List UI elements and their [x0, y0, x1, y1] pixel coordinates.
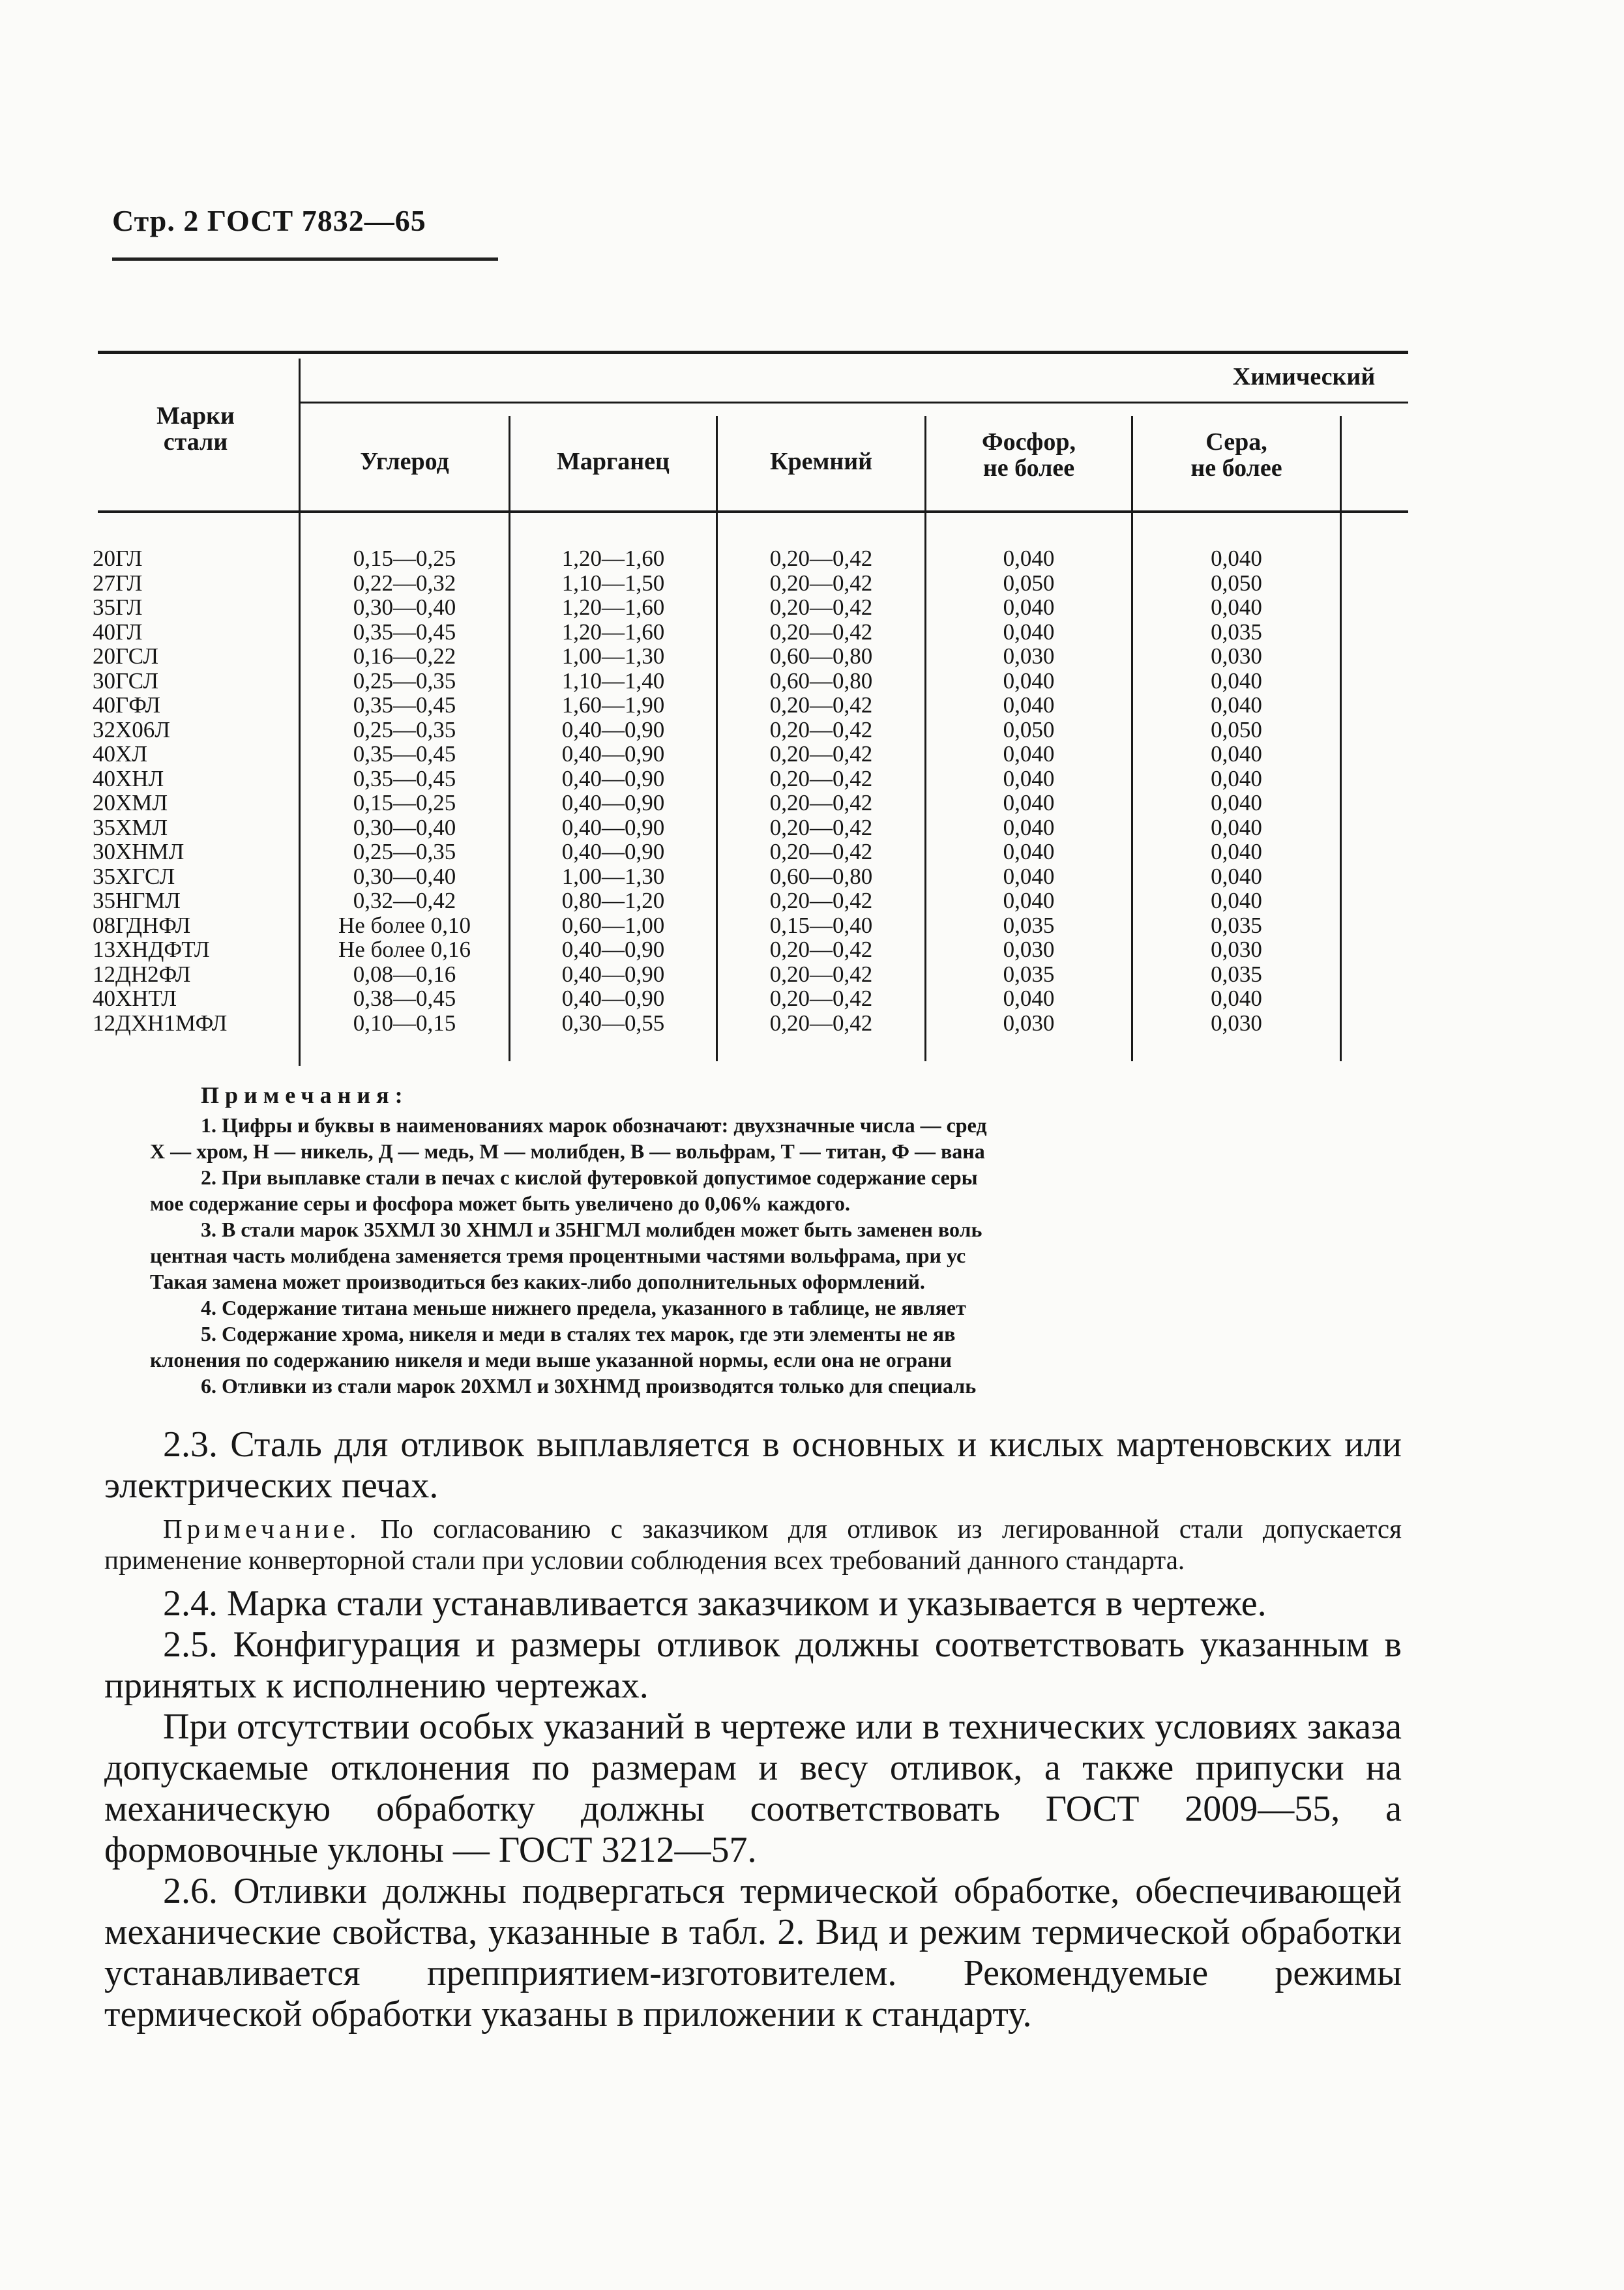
table-cell: 0,40—0,90 [561, 765, 665, 791]
table-cell: 40ХНТЛ [93, 986, 177, 1011]
table-cell: 30ГСЛ [93, 668, 158, 694]
note-line: Х — хром, Н — никель, Д — медь, М — молибден, В — вольфрам, Т — титан, Ф — вана [150, 1139, 985, 1163]
header-silicon: Кремний [769, 448, 873, 475]
table-cell: 0,040 [1003, 619, 1055, 645]
table-cell: 08ГДНФЛ [93, 912, 191, 938]
table-cell: 0,040 [1211, 888, 1262, 913]
page-header: Стр. 2 ГОСТ 7832—65 [112, 204, 426, 237]
table-cell: 0,035 [1211, 619, 1262, 645]
table-cell: 40ГФЛ [93, 692, 160, 718]
note-line: клонения по содержанию никеля и меди выше указанной нормы, если она не ограни [150, 1348, 952, 1372]
clause-2-4: 2.4. Марка стали устанавливается заказчиком и указывается в чертеже. [163, 1583, 1267, 1624]
table-cell: 0,040 [1211, 741, 1262, 767]
table-cell: 0,050 [1003, 716, 1055, 742]
table-cell: 0,20—0,42 [769, 1010, 873, 1036]
table-cell: 0,30—0,40 [353, 814, 456, 840]
note-line: 1. Цифры и буквы в наименованиях марок обозначают: двухзначные числа — сред [201, 1113, 987, 1137]
table-cell: 0,040 [1211, 692, 1262, 718]
table-cell: 0,040 [1003, 790, 1055, 815]
table-cell: 0,40—0,90 [561, 790, 665, 815]
note-line: 3. В стали марок 35ХМЛ 30 ХНМЛ и 35НГМЛ молибден может быть заменен воль [201, 1218, 982, 1241]
table-cell: 0,15—0,40 [769, 912, 873, 938]
table-cell: 0,20—0,42 [769, 986, 873, 1011]
table-cell: 0,040 [1003, 668, 1055, 694]
table-cell: 0,16—0,22 [353, 643, 456, 669]
table-cell: 0,40—0,90 [561, 741, 665, 767]
table-cell: 0,40—0,90 [561, 839, 665, 864]
table-cell: Не более 0,16 [338, 937, 471, 962]
table-cell: 20ГЛ [93, 546, 143, 571]
table-cell: 0,040 [1211, 765, 1262, 791]
header-manganese: Марганец [557, 448, 670, 475]
clause-2-6: 2.6. Отливки должны подвергаться термической обработке, обеспечивающей механические свойства, указанные в табл. 2. Вид и режим термической обработки устанавливается препприятием-изготовителем. Рекомендуемые режимы термической обработки указаны в приложении к стандарту. [104, 1871, 1402, 2034]
table-cell: 35НГМЛ [93, 888, 181, 913]
table-cell: 0,40—0,90 [561, 814, 665, 840]
table-cell: 0,40—0,90 [561, 716, 665, 742]
table-cell: 0,040 [1211, 790, 1262, 815]
clause-2-3: 2.3. Сталь для отливок выплавляется в основных и кислых мартеновских или электрических печах. [104, 1424, 1402, 1506]
table-cell: 0,040 [1003, 595, 1055, 620]
note-line: 6. Отливки из стали марок 20ХМЛ и 30ХНМД производятся только для специаль [201, 1374, 977, 1398]
table-cell: 0,15—0,25 [353, 790, 456, 815]
table-cell: 0,30—0,40 [353, 863, 456, 889]
table-cell: 0,035 [1211, 961, 1262, 987]
table-cell: 0,040 [1211, 546, 1262, 571]
clause-2-3-note [104, 1513, 1402, 1576]
body-text [104, 1424, 1402, 2035]
table-cell: 35ХГСЛ [93, 863, 175, 889]
column-silicon [718, 546, 924, 1035]
table-cell: 0,050 [1003, 570, 1055, 596]
table-cell: 0,60—1,00 [561, 912, 665, 938]
note-line: 5. Содержание хрома, никеля и меди в сталях тех марок, где эти элементы не яв [201, 1322, 956, 1345]
table-cell: 0,040 [1211, 839, 1262, 864]
table-cell: 0,60—0,80 [769, 668, 873, 694]
table-cell: 0,20—0,42 [769, 790, 873, 815]
table-cell: 0,22—0,32 [353, 570, 456, 596]
table-cell: 0,030 [1211, 1010, 1262, 1036]
header-bottom-rule [98, 510, 1408, 513]
table-cell: 0,035 [1003, 912, 1055, 938]
table-cell: 1,10—1,40 [561, 668, 665, 694]
note-line: 2. При выплавке стали в печах с кислой футеровкой допустимое содержание серы [201, 1166, 978, 1189]
table-cell: 0,040 [1211, 986, 1262, 1011]
clause-2-5: 2.5. Конфигурация и размеры отливок должны соответствовать указанным в принятых к исполнению чертежах. [104, 1624, 1402, 1706]
table-cell: 0,08—0,16 [353, 961, 456, 987]
table-cell: 40ХНЛ [93, 765, 164, 791]
table-cell: 35ГЛ [93, 595, 143, 620]
header-sulfur: Сера, не более [1190, 428, 1282, 482]
table-cell: 0,60—0,80 [769, 863, 873, 889]
note-line: Такая замена может производиться без каких-либо дополнительных оформлений. [150, 1270, 925, 1293]
table-top-rule [98, 351, 1408, 354]
group-header: Химический [1232, 363, 1376, 390]
note-text: По согласованию с заказчиком для отливок из легированной стали допускается применение конверторной стали при условии соблюдения всех требований данного стандарта. [104, 1514, 1402, 1575]
note-line: 4. Содержание титана меньше нижнего предела, указанного в таблице, не являет [201, 1296, 966, 1319]
table-cell: 1,20—1,60 [561, 619, 665, 645]
table-cell: 1,60—1,90 [561, 692, 665, 718]
table-cell: 40ХЛ [93, 741, 148, 767]
table-cell: 0,15—0,25 [353, 546, 456, 571]
table-cell: 0,20—0,42 [769, 595, 873, 620]
table-notes [150, 1082, 1376, 1399]
table-cell: 27ГЛ [93, 570, 143, 596]
table-cell: 0,20—0,42 [769, 814, 873, 840]
table-cell: 0,20—0,42 [769, 741, 873, 767]
table-cell: 0,040 [1211, 863, 1262, 889]
table-cell: 0,20—0,42 [769, 937, 873, 962]
column-divider [1340, 416, 1342, 1061]
table-cell: 32Х06Л [93, 716, 171, 742]
table-cell: 0,35—0,45 [353, 692, 456, 718]
table-cell: 0,040 [1211, 668, 1262, 694]
table-cell: 40ГЛ [93, 619, 143, 645]
table-cell: 0,050 [1211, 716, 1262, 742]
table-cell: 0,040 [1003, 839, 1055, 864]
table-cell: 0,030 [1003, 643, 1055, 669]
table-cell: 0,20—0,42 [769, 546, 873, 571]
table-cell: 0,050 [1211, 570, 1262, 596]
table-cell: 30ХНМЛ [93, 839, 185, 864]
table-cell: 0,040 [1003, 765, 1055, 791]
column-grades [93, 546, 288, 1035]
table-cell: 0,040 [1003, 863, 1055, 889]
table-cell: 13ХНДФТЛ [93, 937, 210, 962]
table-cell: 0,25—0,35 [353, 839, 456, 864]
table-cell: 1,00—1,30 [561, 863, 665, 889]
note-line: мое содержание серы и фосфора может быть увеличено до 0,06% каждого. [150, 1192, 850, 1215]
table-cell: 12ДН2ФЛ [93, 961, 191, 987]
table-cell: 0,040 [1003, 986, 1055, 1011]
table-cell: 0,20—0,42 [769, 619, 873, 645]
table-cell: 0,040 [1003, 888, 1055, 913]
table-cell: 0,040 [1211, 814, 1262, 840]
table-cell: 20ГСЛ [93, 643, 158, 669]
table-cell: 0,30—0,55 [561, 1010, 665, 1036]
table-cell: 0,030 [1003, 1010, 1055, 1036]
table-cell: 0,20—0,42 [769, 765, 873, 791]
table-cell: 0,20—0,42 [769, 692, 873, 718]
table-cell: 0,30—0,40 [353, 595, 456, 620]
table-cell: 1,10—1,50 [561, 570, 665, 596]
chemical-composition-table [93, 351, 1408, 1074]
table-cell: 0,10—0,15 [353, 1010, 456, 1036]
table-cell: 0,32—0,42 [353, 888, 456, 913]
table-cell: 0,035 [1211, 912, 1262, 938]
table-cell: 0,35—0,45 [353, 619, 456, 645]
table-cell: 1,00—1,30 [561, 643, 665, 669]
table-cell: 0,40—0,90 [561, 937, 665, 962]
table-cell: Не более 0,10 [338, 912, 471, 938]
column-sulfur [1133, 546, 1340, 1035]
table-cell: 0,20—0,42 [769, 716, 873, 742]
table-cell: 12ДХН1МФЛ [93, 1010, 228, 1036]
note-line: центная часть молибдена заменяется тремя процентными частями вольфрама, при ус [150, 1244, 966, 1267]
table-cell: 0,040 [1003, 692, 1055, 718]
table-cell: 0,040 [1211, 595, 1262, 620]
table-cell: 0,40—0,90 [561, 961, 665, 987]
table-cell: 35ХМЛ [93, 814, 168, 840]
table-cell: 0,040 [1003, 546, 1055, 571]
table-cell: 0,80—1,20 [561, 888, 665, 913]
table-cell: 0,030 [1211, 937, 1262, 962]
table-cell: 0,20—0,42 [769, 961, 873, 987]
table-cell: 0,60—0,80 [769, 643, 873, 669]
table-cell: 0,20—0,42 [769, 888, 873, 913]
table-cell: 0,25—0,35 [353, 668, 456, 694]
table-cell: 0,040 [1003, 814, 1055, 840]
table-cell: 1,20—1,60 [561, 546, 665, 571]
table-cell: 0,38—0,45 [353, 986, 456, 1011]
table-cell: 0,035 [1003, 961, 1055, 987]
column-phosphorus [926, 546, 1131, 1035]
header-rule [112, 257, 498, 261]
table-cell: 0,35—0,45 [353, 765, 456, 791]
column-carbon [301, 546, 509, 1035]
table-cell: 20ХМЛ [93, 790, 168, 815]
table-cell: 1,20—1,60 [561, 595, 665, 620]
table-cell: 0,040 [1003, 741, 1055, 767]
note-label: Примечание. [163, 1514, 361, 1544]
table-cell: 0,40—0,90 [561, 986, 665, 1011]
table-cell: 0,20—0,42 [769, 839, 873, 864]
clause-2-5-paragraph: При отсутствии особых указаний в чертеже или в технических условиях заказа допускаемые отклонения по размерам и весу отливок, а также припуски на механическую обработку должны соответствовать ГОСТ 2009—55, а формовочные уклоны — ГОСТ 3212—57. [104, 1707, 1402, 1870]
header-carbon: Углерод [360, 448, 449, 475]
header-grade: Марки стали [156, 402, 235, 456]
table-cell: 0,35—0,45 [353, 741, 456, 767]
table-cell: 0,20—0,42 [769, 570, 873, 596]
table-cell: 0,030 [1211, 643, 1262, 669]
column-manganese [510, 546, 716, 1035]
table-cell: 0,030 [1003, 937, 1055, 962]
notes-title: Примечания: [201, 1082, 409, 1108]
table-cell: 0,25—0,35 [353, 716, 456, 742]
group-header-rule [300, 402, 1408, 404]
header-phosphorus: Фосфор, не более [982, 428, 1076, 482]
